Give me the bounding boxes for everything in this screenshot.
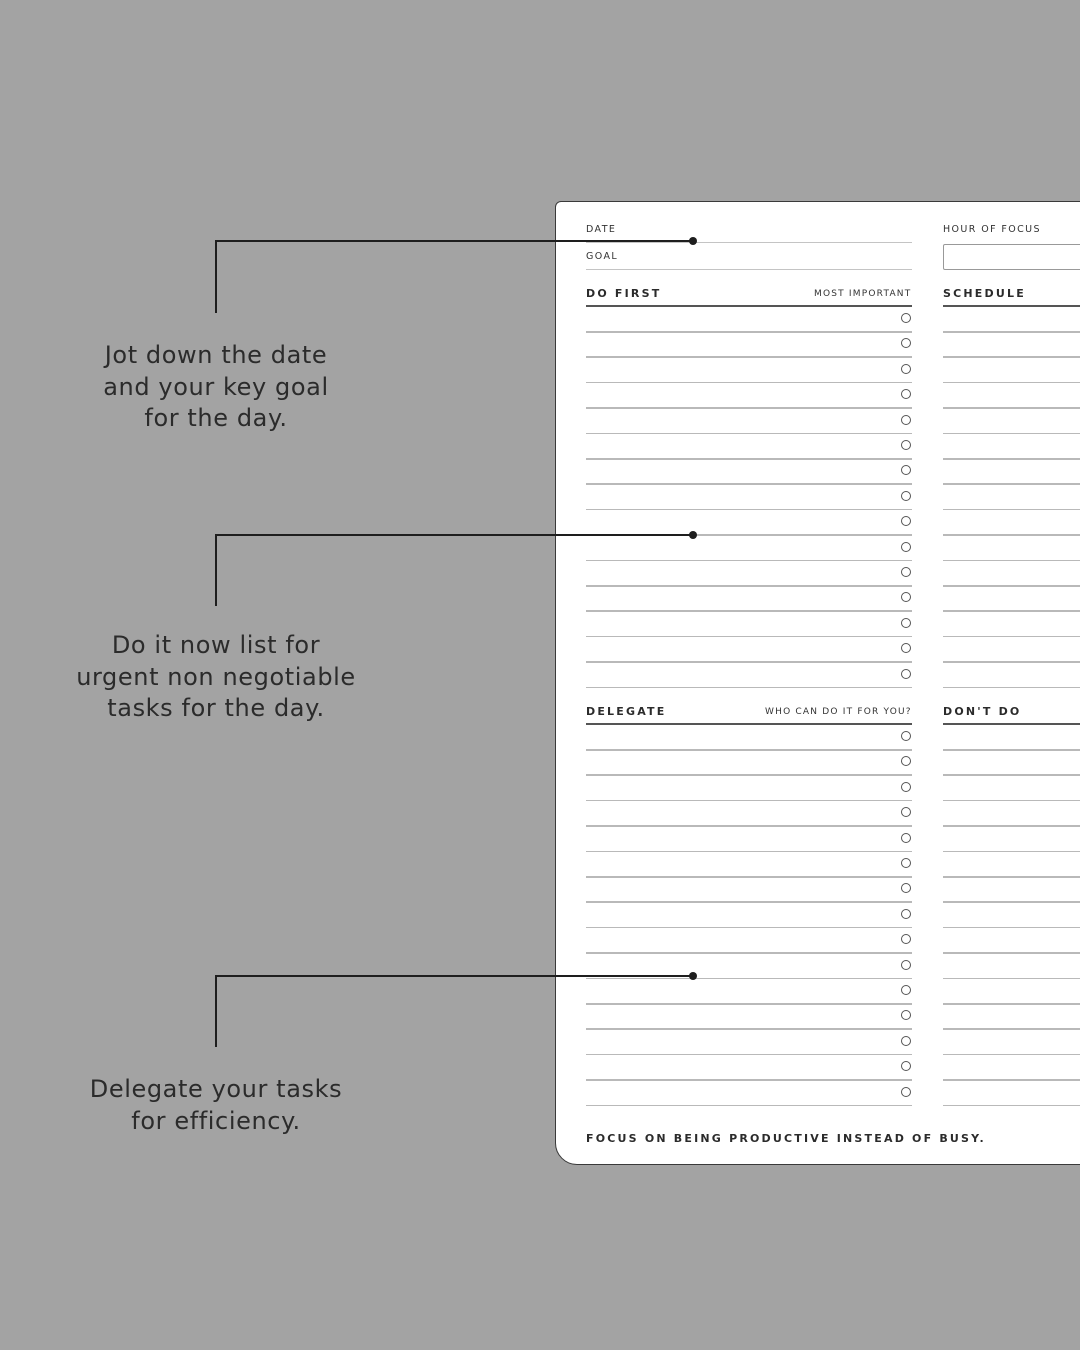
checkbox-circle-icon[interactable] — [901, 1087, 911, 1097]
dont-do-title: DON'T DO — [943, 705, 1022, 718]
schedule-rule — [943, 305, 1080, 307]
entry-line[interactable] — [586, 407, 912, 409]
date-line[interactable] — [586, 242, 912, 243]
entry-line[interactable] — [586, 1003, 912, 1005]
entry-line[interactable] — [586, 876, 912, 878]
entry-line[interactable] — [943, 458, 1080, 460]
checkbox-circle-icon[interactable] — [901, 1036, 911, 1046]
entry-line[interactable] — [943, 560, 1080, 562]
entry-line[interactable] — [943, 876, 1080, 878]
entry-line[interactable] — [943, 483, 1080, 485]
entry-line[interactable] — [943, 687, 1080, 689]
entry-line[interactable] — [943, 433, 1080, 435]
entry-line[interactable] — [943, 978, 1080, 980]
entry-line[interactable] — [943, 331, 1080, 333]
do-first-title: DO FIRST — [586, 287, 662, 300]
entry-line[interactable] — [943, 851, 1080, 853]
hour-of-focus-box[interactable] — [943, 244, 1080, 270]
entry-line[interactable] — [586, 952, 912, 954]
checkbox-circle-icon[interactable] — [901, 592, 911, 602]
callout-delegate: Delegate your tasks for efficiency. — [89, 1075, 343, 1135]
entry-line[interactable] — [586, 534, 912, 536]
checkbox-circle-icon[interactable] — [901, 909, 911, 919]
entry-line[interactable] — [586, 1028, 912, 1030]
entry-line[interactable] — [586, 636, 912, 638]
goal-line[interactable] — [586, 269, 912, 270]
entry-line[interactable] — [943, 509, 1080, 511]
entry-line[interactable] — [943, 901, 1080, 903]
entry-line[interactable] — [943, 1079, 1080, 1081]
checkbox-circle-icon[interactable] — [901, 833, 911, 843]
entry-line[interactable] — [586, 687, 912, 689]
entry-line[interactable] — [943, 1003, 1080, 1005]
entry-line[interactable] — [943, 407, 1080, 409]
checkbox-circle-icon[interactable] — [901, 491, 911, 501]
do-first-rule — [586, 305, 912, 307]
entry-line[interactable] — [586, 560, 912, 562]
checkbox-circle-icon[interactable] — [901, 1010, 911, 1020]
entry-line[interactable] — [586, 749, 912, 751]
entry-line[interactable] — [586, 978, 912, 980]
entry-line[interactable] — [943, 585, 1080, 587]
entry-line[interactable] — [943, 749, 1080, 751]
entry-line[interactable] — [586, 433, 912, 435]
checkbox-circle-icon[interactable] — [901, 338, 911, 348]
checkbox-circle-icon[interactable] — [901, 934, 911, 944]
planner-sheet — [555, 201, 1080, 1165]
entry-line[interactable] — [943, 661, 1080, 663]
checkbox-circle-icon[interactable] — [901, 756, 911, 766]
entry-line[interactable] — [943, 534, 1080, 536]
checkbox-circle-icon[interactable] — [901, 782, 911, 792]
checkbox-circle-icon[interactable] — [901, 567, 911, 577]
checkbox-circle-icon[interactable] — [901, 465, 911, 475]
entry-line[interactable] — [586, 610, 912, 612]
checkbox-circle-icon[interactable] — [901, 440, 911, 450]
entry-line[interactable] — [943, 825, 1080, 827]
date-label: DATE — [586, 224, 617, 235]
checkbox-circle-icon[interactable] — [901, 731, 911, 741]
entry-line[interactable] — [586, 483, 912, 485]
goal-label: GOAL — [586, 251, 619, 262]
entry-line[interactable] — [586, 382, 912, 384]
checkbox-circle-icon[interactable] — [901, 985, 911, 995]
entry-line[interactable] — [586, 825, 912, 827]
do-first-subtitle: MOST IMPORTANT — [814, 289, 912, 299]
entry-line[interactable] — [943, 952, 1080, 954]
entry-line[interactable] — [943, 1105, 1080, 1107]
entry-line[interactable] — [943, 1028, 1080, 1030]
checkbox-circle-icon[interactable] — [901, 542, 911, 552]
entry-line[interactable] — [586, 1054, 912, 1056]
entry-line[interactable] — [943, 636, 1080, 638]
entry-line[interactable] — [943, 356, 1080, 358]
checkbox-circle-icon[interactable] — [901, 883, 911, 893]
checkbox-circle-icon[interactable] — [901, 960, 911, 970]
entry-line[interactable] — [586, 1105, 912, 1107]
entry-line[interactable] — [586, 661, 912, 663]
entry-line[interactable] — [586, 585, 912, 587]
entry-line[interactable] — [943, 382, 1080, 384]
entry-line[interactable] — [586, 901, 912, 903]
callout-date-goal: Jot down the date and your key goal for the day. — [103, 341, 329, 432]
entry-line[interactable] — [943, 800, 1080, 802]
checkbox-circle-icon[interactable] — [901, 807, 911, 817]
entry-line[interactable] — [586, 1079, 912, 1081]
checkbox-circle-icon[interactable] — [901, 669, 911, 679]
entry-line[interactable] — [943, 610, 1080, 612]
checkbox-circle-icon[interactable] — [901, 516, 911, 526]
schedule-title: SCHEDULE — [943, 287, 1026, 300]
checkbox-circle-icon[interactable] — [901, 643, 911, 653]
checkbox-circle-icon[interactable] — [901, 364, 911, 374]
entry-line[interactable] — [586, 331, 912, 333]
entry-line[interactable] — [943, 927, 1080, 929]
entry-line[interactable] — [586, 356, 912, 358]
delegate-rule — [586, 723, 912, 725]
entry-line[interactable] — [586, 458, 912, 460]
checkbox-circle-icon[interactable] — [901, 389, 911, 399]
entry-line[interactable] — [586, 774, 912, 776]
checkbox-circle-icon[interactable] — [901, 1061, 911, 1071]
entry-line[interactable] — [586, 851, 912, 853]
footer-motto: FOCUS ON BEING PRODUCTIVE INSTEAD OF BUSY. — [586, 1132, 986, 1145]
entry-line[interactable] — [943, 1054, 1080, 1056]
hour-of-focus-label: HOUR OF FOCUS — [943, 224, 1041, 235]
checkbox-circle-icon[interactable] — [901, 415, 911, 425]
entry-line[interactable] — [586, 800, 912, 802]
entry-line[interactable] — [943, 774, 1080, 776]
checkbox-circle-icon[interactable] — [901, 858, 911, 868]
delegate-subtitle: WHO CAN DO IT FOR YOU? — [765, 707, 912, 717]
checkbox-circle-icon[interactable] — [901, 313, 911, 323]
entry-line[interactable] — [586, 927, 912, 929]
callout-do-first: Do it now list for urgent non negotiable tasks for the day. — [76, 631, 356, 722]
delegate-title: DELEGATE — [586, 705, 667, 718]
checkbox-circle-icon[interactable] — [901, 618, 911, 628]
dont-do-rule — [943, 723, 1080, 725]
entry-line[interactable] — [586, 509, 912, 511]
